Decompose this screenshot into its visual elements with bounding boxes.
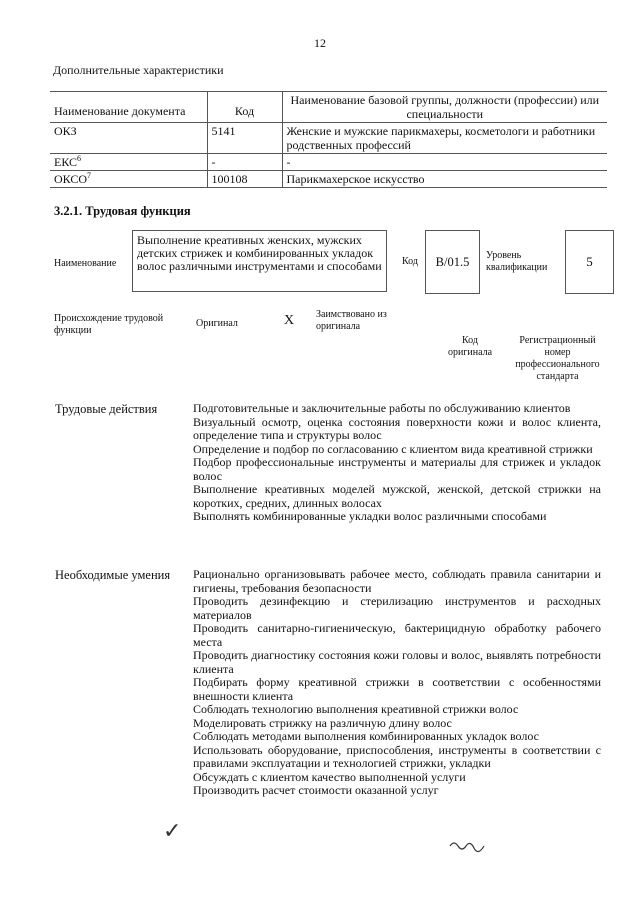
function-name-label: Наименование	[54, 258, 117, 269]
list-item: Соблюдать методами выполнения комбинированных укладок волос	[193, 729, 540, 743]
doc-name: ЕКС	[54, 155, 78, 169]
doc-name: ОКЗ	[54, 124, 77, 138]
doc-footnote: 7	[87, 171, 92, 180]
function-code-label: Код	[402, 256, 418, 267]
list-item: Проводить дезинфекцию и стерилизацию инструментов и расходных материалов	[193, 594, 601, 622]
original-label: Оригинал	[196, 318, 238, 329]
list-item: Проводить санитарно-гигиеническую, бактерицидную обработку рабочего места	[193, 621, 601, 649]
list-item: Производить расчет стоимости оказанной услуг	[193, 783, 439, 797]
header-group-name: Наименование базовой группы, должности (профессии) или специальности	[282, 92, 607, 123]
list-item: Визуальный осмотр, оценка состояния поверхности кожи и волос клиента, определение типа и структуры волос	[193, 414, 601, 442]
classification-table	[50, 91, 607, 188]
registration-number-caption: Регистрационный номер профессионального стандарта	[515, 335, 600, 382]
row-code: 100108	[207, 171, 282, 188]
row-doc	[50, 154, 207, 171]
list-item: Определение и подбор по согласованию с клиентом вида креативной стрижки	[193, 441, 593, 456]
row-doc	[50, 171, 207, 188]
row-name: Женские и мужские парикмахеры, косметологи и работники родственных профессий	[282, 123, 607, 154]
list-item: Проводить диагностику состояния кожи головы и волос, выявлять потребности клиента	[193, 648, 601, 676]
row-name: -	[282, 154, 607, 171]
table-row	[50, 123, 607, 154]
original-mark: X	[284, 313, 295, 328]
labor-actions-label: Трудовые действия	[55, 402, 158, 416]
list-item: Использовать оборудование, приспособления, инструменты в соответствии с правилами эксплуатации и технологией стрижки, укладки	[193, 742, 601, 770]
qualification-level-label: Уровень квалификации	[486, 250, 548, 273]
list-item: Подбирать форму креативной стрижки в соответствии с особенностями внешности клиента	[193, 675, 601, 703]
additional-characteristics-title: Дополнительные характеристики	[53, 63, 224, 77]
labor-actions-list	[193, 402, 601, 524]
handwritten-checkmark-icon: ✓	[163, 819, 182, 844]
table-row	[50, 154, 607, 171]
header-code: Код	[207, 92, 282, 123]
origin-label: Происхождение трудовой функции	[54, 313, 164, 336]
qualification-level-box: 5	[565, 230, 614, 294]
required-skills-label: Необходимые умения	[55, 568, 171, 582]
list-item: Подбор профессиональные инструменты и материалы для стрижек и укладок волос	[193, 455, 601, 483]
row-code: -	[207, 154, 282, 171]
doc-name: ОКСО	[54, 172, 88, 186]
list-item: Обсуждать с клиентом качество выполненной услуги	[193, 769, 466, 784]
header-document: Наименование документа	[50, 92, 207, 123]
list-item: Выполнять комбинированные укладки волос различными способами	[193, 509, 547, 523]
doc-footnote: 6	[77, 154, 82, 163]
page-number: 12	[314, 36, 326, 50]
required-skills-list	[193, 568, 601, 798]
row-code: 5141	[207, 123, 282, 154]
list-item: Рационально организовывать рабочее место, соблюдать правила санитарии и гигиены, требования безопасности	[193, 567, 601, 595]
function-name-box: Выполнение креативных женских, мужских детских стрижек и комбинированных укладок волос различными инструментами и способами	[132, 230, 387, 292]
list-item: Соблюдать технологию выполнения креативной стрижки волос	[193, 702, 519, 716]
row-doc	[50, 123, 207, 154]
handwritten-squiggle-icon	[448, 836, 488, 856]
original-code-caption: Код оригинала	[447, 335, 493, 358]
list-item: Подготовительные и заключительные работы по обслуживанию клиентов	[193, 401, 571, 415]
section-heading: 3.2.1. Трудовая функция	[54, 204, 191, 218]
list-item: Моделировать стрижку на различную длину волос	[193, 715, 452, 730]
function-code-box: B/01.5	[425, 230, 480, 294]
row-name: Парикмахерское искусство	[282, 171, 607, 188]
borrowed-label: Заимствовано из оригинала	[316, 309, 387, 332]
table-header-row	[50, 92, 607, 123]
list-item: Выполнение креативных моделей мужской, женской, детской стрижки на коротких, средних, длинных волосах	[193, 482, 601, 510]
table-row	[50, 171, 607, 188]
